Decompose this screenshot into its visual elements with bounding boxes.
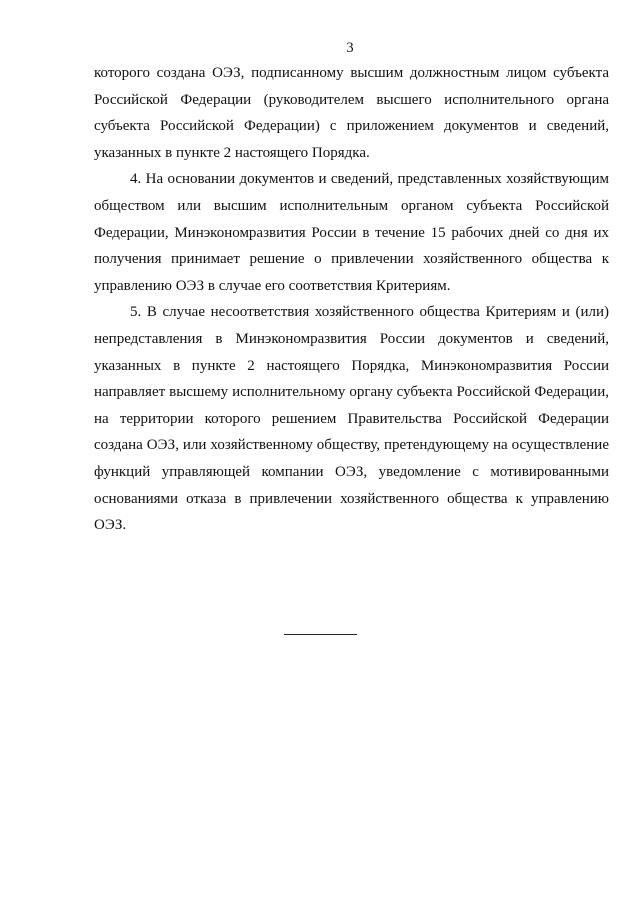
end-separator-line [284,634,357,635]
paragraph-continuation: которого создана ОЭЗ, подписанному высшим должностным лицом субъекта Российской Федерации (руководителем высшего исполнительного органа субъекта Российской Федерации) с приложением документов и сведений, указанных в пункте 2 настоящего Порядка. [94,65,609,161]
document-body [94,60,609,539]
paragraph-item-4: 4. На основании документов и сведений, представленных хозяйствующим обществом или высшим исполнительным органом субъекта Российской Федерации, Минэкономразвития России в течение 15 рабочих дней со дня их получения принимает решение о привлечении хозяйственного общества к управлению ОЭЗ в случае его соответствия Критериям. [94,171,609,294]
paragraph-item-5: 5. В случае несоответствия хозяйственного общества Критериям и (или) непредставления в Минэкономразвития России документов и сведений, указанных в пункте 2 настоящего Порядка, Минэкономразвития России направляет высшему исполнительному органу субъекта Российской Федерации, на территории которого решением Правительства Российской Федерации создана ОЭЗ, или хозяйственному обществу, претендующему на осуществление функций управляющей компании ОЭЗ, уведомление с мотивированными основаниями отказа в привлечении хозяйственного общества к управлению ОЭЗ. [94,304,609,534]
page-number: 3 [346,40,354,56]
